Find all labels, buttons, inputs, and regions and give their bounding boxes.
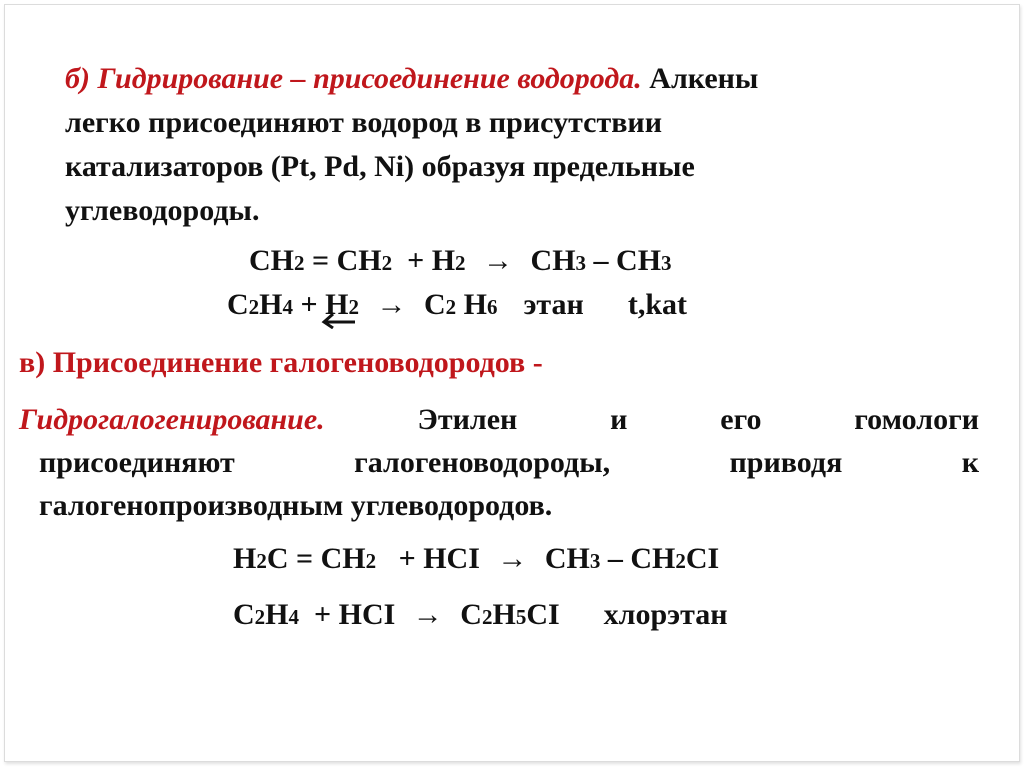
hydrogenation-heading: б) Гидрирование – присоединение водорода. <box>65 62 642 95</box>
formula-part: H <box>265 598 289 631</box>
formula-part: H <box>456 288 487 321</box>
subscript: 4 <box>288 605 300 629</box>
hydrogenation-paragraph <box>65 57 965 233</box>
reaction-conditions: t,kat <box>627 288 687 321</box>
paragraph-word: галогеноводороды, <box>354 446 611 479</box>
ethylene-hcl-equation <box>233 541 719 579</box>
subscript: 2 <box>248 295 260 319</box>
formula-part: C <box>460 598 482 631</box>
paragraph-line <box>19 441 979 484</box>
slide <box>4 4 1020 762</box>
subscript: 2 <box>675 549 686 573</box>
formula-part: C <box>227 288 249 321</box>
ethane-equation <box>227 287 687 325</box>
formula-part: CH <box>530 244 576 277</box>
subscript: 3 <box>661 251 672 275</box>
subscript: 2 <box>445 295 457 319</box>
compound-name-chloroethane: хлорэтан <box>603 598 728 631</box>
subscript: 3 <box>575 251 587 275</box>
subscript: 2 <box>481 605 493 629</box>
ethylene-hydrogenation-equation <box>249 243 672 281</box>
hydrohalogenation-paragraph <box>19 398 979 527</box>
subscript: 3 <box>589 549 601 573</box>
hydrohalogenation-heading: в) Присоединение галогеноводородов - <box>19 346 543 379</box>
hydrohalogenation-term: Гидрогалогенирование. <box>19 403 325 436</box>
compound-name-ethane: этан <box>523 288 584 321</box>
reaction-arrow: → <box>405 598 451 631</box>
paragraph-text: легко присоединяют водород в присутствии <box>65 106 662 139</box>
formula-part: H <box>259 288 283 321</box>
subscript: 2 <box>365 549 377 573</box>
reaction-arrow: → <box>475 244 521 277</box>
paragraph-word: его <box>720 403 762 436</box>
formula-part: CI <box>526 598 560 631</box>
paragraph-line: галогенопроизводным углеводородов. <box>39 489 553 522</box>
subscript: 2 <box>254 605 266 629</box>
subscript: 6 <box>486 295 498 319</box>
reaction-arrow: → <box>489 542 535 575</box>
paragraph-word: приводя <box>729 446 843 479</box>
paragraph-text: Алкены <box>649 62 759 95</box>
formula-part: + H <box>293 288 349 321</box>
paragraph-word: к <box>961 446 979 479</box>
subscript: 2 <box>256 549 267 573</box>
subscript: 4 <box>282 295 294 319</box>
formula-part: CI <box>685 542 720 575</box>
paragraph-text: катализаторов (Pt, Pd, Ni) образуя предельные <box>65 150 695 183</box>
formula-part: C = CH <box>266 542 366 575</box>
formula-part: C <box>423 288 446 321</box>
paragraph-line <box>19 398 979 441</box>
formula-part: H <box>233 542 257 575</box>
chloroethane-equation <box>233 597 728 635</box>
formula-part: – CH <box>600 542 676 575</box>
paragraph-word: присоединяют <box>39 446 235 479</box>
formula-part: H <box>492 598 516 631</box>
formula-part: = CH <box>304 244 382 277</box>
formula-part: CH <box>544 542 590 575</box>
formula-part: + HCI <box>299 598 396 631</box>
subscript: 2 <box>348 295 359 319</box>
formula-part: + HCI <box>376 542 480 575</box>
subscript: 2 <box>381 251 393 275</box>
subscript: 2 <box>455 251 466 275</box>
formula-part: C <box>233 598 255 631</box>
reaction-arrow: → <box>368 288 414 321</box>
reversible-arrow-icon <box>319 307 359 329</box>
subscript: 5 <box>515 605 527 629</box>
subscript: 2 <box>294 251 305 275</box>
paragraph-word: гомологи <box>854 403 979 436</box>
paragraph-word: и <box>610 403 628 436</box>
formula-part: CH <box>249 244 294 277</box>
paragraph-word: Этилен <box>417 403 518 436</box>
formula-part: – CH <box>586 244 662 277</box>
formula-part: + H <box>392 244 456 277</box>
paragraph-text: углеводороды. <box>65 194 260 227</box>
